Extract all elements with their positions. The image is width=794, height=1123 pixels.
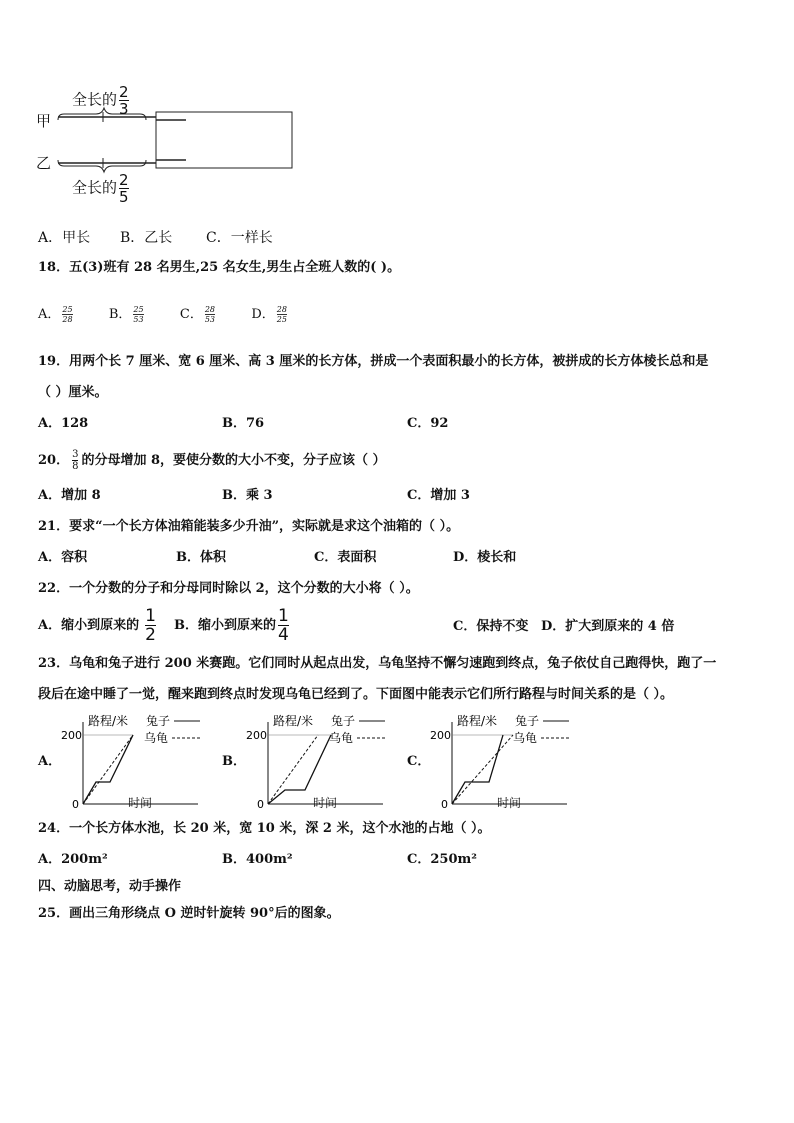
q17-option-b[interactable]: B．乙长 [120,230,173,246]
svg-text:200: 200 [246,729,267,742]
svg-text:路程/米: 路程/米 [457,714,498,728]
svg-text:0: 0 [257,798,264,811]
svg-text:0: 0 [441,798,448,811]
q18-options [38,305,289,324]
q17-yi: 乙 [36,154,52,172]
q19-option-b[interactable]: B．76 [222,416,265,431]
q17-figure [36,80,306,205]
q18-option-a[interactable]: A． $\frac{25}{28}$ [38,305,73,324]
svg-text:200: 200 [430,729,451,742]
q17-jia: 甲 [36,112,52,130]
q23-option-a[interactable]: A． [38,754,62,769]
q24-option-c[interactable]: C．250m² [407,852,477,867]
section-4-title: 四、动脑思考，动手操作 [38,879,182,894]
turtle-line [83,735,133,804]
q19-option-a[interactable]: A．128 [38,416,89,431]
svg-text:乌龟: 乌龟 [513,731,538,745]
svg-text:路程/米: 路程/米 [273,714,314,728]
q21-option-c[interactable]: C．表面积 [314,550,377,565]
q17-bottom-label: 全长的 $\frac{2}{5}$ [72,171,129,206]
y-axis-label: 路程/米 [88,714,129,728]
q17-top-label: 全长的 $\frac{2}{3}$ [72,83,129,118]
q18-option-c[interactable]: C． $\frac{28}{53}$ [179,305,216,324]
q18-option-d[interactable]: D． $\frac{28}{25}$ [251,305,287,324]
origin-label: 0 [72,798,79,811]
x-axis-label: 时间 [128,796,153,810]
q23-graph-a[interactable] [58,710,208,816]
q20-option-c[interactable]: C．增加 3 [407,488,470,503]
q22-option-c[interactable]: C．保持不变 [453,619,529,634]
bottom-brace [58,160,146,172]
q21-stem: 21．要求“一个长方体油箱能装多少升油”，实际就是求这个油箱的（ ）。 [38,519,460,534]
y-tick-label: 200 [61,729,82,742]
q18-option-b[interactable]: B． $\frac{25}{53}$ [108,305,144,324]
q23-graph-b[interactable]: 200 0 路程/米 兔子 乌龟 时间 [246,714,356,811]
q24-stem: 24．一个长方体水池，长 20 米，宽 10 米，深 2 米，这个水池的占地（ ）。 [38,821,491,836]
legend-rabbit: 兔子 [146,714,171,728]
q23-line2: 段后在途中睡了一觉，醒来跑到终点时发现乌龟已经到了。下面图中能表示它们所行路程与时间关系的是（ ）。 [38,687,674,702]
q20-option-b[interactable]: B．乘 3 [222,488,273,503]
q18-stem: 18．五(3)班有 28 名男生,25 名女生,男生占全班人数的( )。 [38,260,401,275]
q19-option-c[interactable]: C．92 [407,416,449,431]
legend-turtle: 乌龟 [144,731,169,745]
q21-option-d[interactable]: D．棱长和 [453,550,517,565]
q17-option-a[interactable]: A．甲长 [38,230,91,246]
svg-text:兔子: 兔子 [515,714,540,728]
q21-option-b[interactable]: B．体积 [176,550,226,565]
q23-option-c[interactable]: C． [407,754,431,769]
q23-line1: 23．乌龟和兔子进行 200 米赛跑。它们同时从起点出发，乌龟坚持不懈匀速跑到终点，兔子依仗自己跑得快，跑了一 [38,656,717,671]
q22-stem: 22．一个分数的分子和分母同时除以 2，这个分数的大小将（ ）。 [38,581,419,596]
q23-graph-c[interactable]: 200 0 路程/米 兔子 乌龟 时间 [430,714,540,811]
svg-text:乌龟: 乌龟 [329,731,354,745]
q25-stem: 25．画出三角形绕点 O 逆时针旋转 90°后的图象。 [38,906,340,921]
q20-stem: 20． $\frac{3}{8}$ 的分母增加 8，要使分数的大小不变，分子应该（ ） [38,449,386,472]
q22-option-d[interactable]: D．扩大到原来的 4 倍 [541,619,675,634]
q24-option-a[interactable]: A．200m² [38,852,108,867]
q20-option-a[interactable]: A．增加 8 [38,488,101,503]
q22-option-b[interactable]: B．缩小到原来的 $\frac{1}{4}$ [174,606,289,645]
q22-option-a[interactable]: A．缩小到原来的 $\frac{1}{2}$ [38,606,156,645]
q19-line2: （ ）厘米。 [38,385,108,400]
svg-text:兔子: 兔子 [331,714,356,728]
q19-line1: 19．用两个长 7 厘米、宽 6 厘米、高 3 厘米的长方体，拼成一个表面积最小的长方体，被拼成的长方体棱长总和是 [38,354,709,369]
q17-option-c[interactable]: C．一样长 [206,230,273,246]
q24-option-b[interactable]: B．400m² [222,852,293,867]
q23-option-b[interactable]: B． [222,754,246,769]
q21-option-a[interactable]: A．容积 [38,550,88,565]
